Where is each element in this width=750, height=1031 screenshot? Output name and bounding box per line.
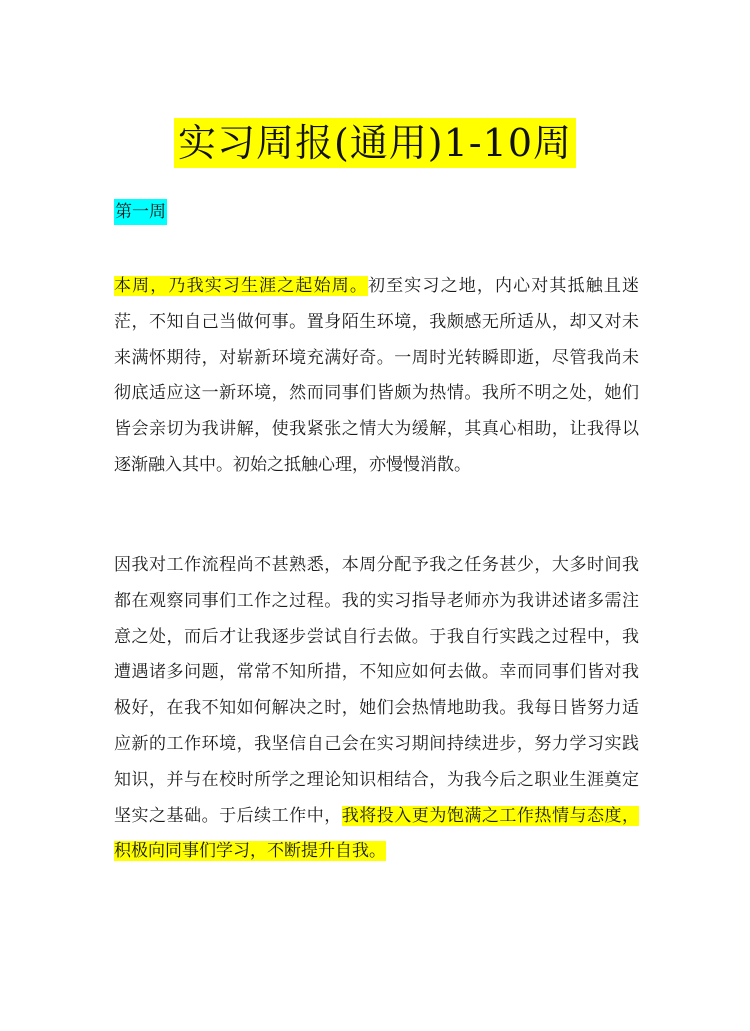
title-container	[0, 118, 750, 168]
paragraph-text: 初至实习之地，内心对其抵触且迷茫，不知自己当做何事。置身陌生环境，我颇感无所适从，却又对未来满怀期待，对崭新环境充满好奇。一周时光转瞬即逝，尽管我尚未彻底适应这一新环境，然而同事们皆颇为热情。我所不明之处，她们皆会亲切为我讲解，使我紧张之情大为缓解，其真心相助，让我得以逐渐融入其中。初始之抵触心理，亦慢慢消散。	[114, 276, 639, 475]
document-title: 实习周报(通用)1-10周	[174, 118, 576, 168]
paragraph-work-process	[114, 548, 639, 870]
highlighted-sentence: 我将投入更为饱满之工作热情与态度，积极向同事们学习，不断提升自我。	[114, 805, 640, 862]
highlighted-sentence: 本周，乃我实习生涯之起始周。	[114, 276, 368, 296]
week-label: 第一周	[114, 199, 167, 225]
paragraph-text: 因我对工作流程尚不甚熟悉，本周分配予我之任务甚少，大多时间我都在观察同事们工作之过程。我的实习指导老师亦为我讲述诸多需注意之处，而后才让我逐步尝试自行去做。于我自行实践之过程中，我遭遇诸多问题，常常不知所措，不知应如何去做。幸而同事们皆对我极好，在我不知如何解决之时，她们会热情地助我。我每日皆努力适应新的工作环境，我坚信自己会在实习期间持续进步，努力学习实践知识，并与在校时所学之理论知识相结合，为我今后之职业生涯奠定坚实之基础。于后续工作中，	[114, 555, 639, 826]
paragraph-week-start	[114, 269, 639, 484]
